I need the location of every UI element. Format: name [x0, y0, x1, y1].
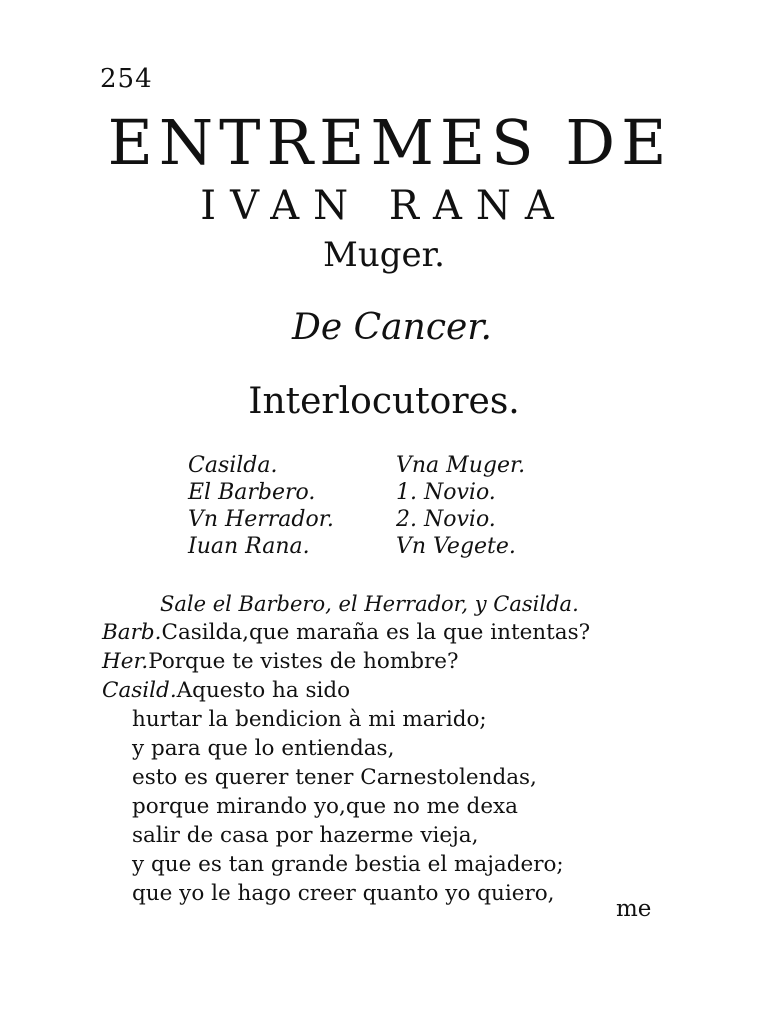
stage-direction: Sale el Barbero, el Herrador, y Casilda.: [160, 592, 579, 616]
dialogue-line: y para que lo entiendas,: [132, 736, 395, 761]
speaker-name: Casild.: [102, 678, 177, 703]
dialogue-text: Porque te vistes de hombre?: [148, 649, 459, 674]
cast-entry: Vn Herrador.: [188, 507, 334, 532]
dialogue-line: [102, 618, 662, 647]
dialogue-line: hurtar la bendicion à mi marido;: [132, 707, 487, 732]
page-number: 254: [100, 64, 153, 94]
speaker-name: Her.: [102, 649, 149, 674]
dialogue-line: esto es querer tener Carnestolendas,: [132, 765, 537, 790]
dialogue-line: [102, 676, 662, 705]
cast-entry: Casilda.: [188, 453, 278, 478]
subtitle: De Cancer.: [292, 307, 492, 348]
dialogue-line: porque mirando yo,que no me dexa: [132, 794, 518, 819]
cast-list: [188, 452, 568, 560]
catchword: me: [616, 896, 652, 922]
cast-entry: El Barbero.: [188, 480, 316, 505]
dialogue-text: Aquesto ha sido: [176, 678, 351, 703]
speaker-name: Barb.: [102, 620, 162, 645]
title-line-3: Muger.: [323, 235, 445, 275]
dialogue-block: [102, 618, 662, 908]
cast-entry: Vn Vegete.: [396, 534, 516, 559]
title-line-1: ENTREMES DE: [107, 106, 673, 179]
dialogue-line: y que es tan grande bestia el majadero;: [132, 852, 564, 877]
dialogue-line: salir de casa por hazerme vieja,: [132, 823, 479, 848]
title-line-2: IVAN RANA: [200, 183, 568, 229]
cast-entry: Vna Muger.: [396, 453, 526, 478]
speakers-heading: Interlocutores.: [248, 381, 520, 422]
dialogue-line: que yo le hago creer quanto yo quiero,: [132, 881, 555, 906]
cast-entry: 1. Novio.: [396, 480, 496, 505]
dialogue-line: [102, 647, 662, 676]
dialogue-text: Casilda,que maraña es la que intentas?: [161, 620, 591, 645]
cast-entry: Iuan Rana.: [188, 534, 310, 559]
cast-entry: 2. Novio.: [396, 507, 496, 532]
